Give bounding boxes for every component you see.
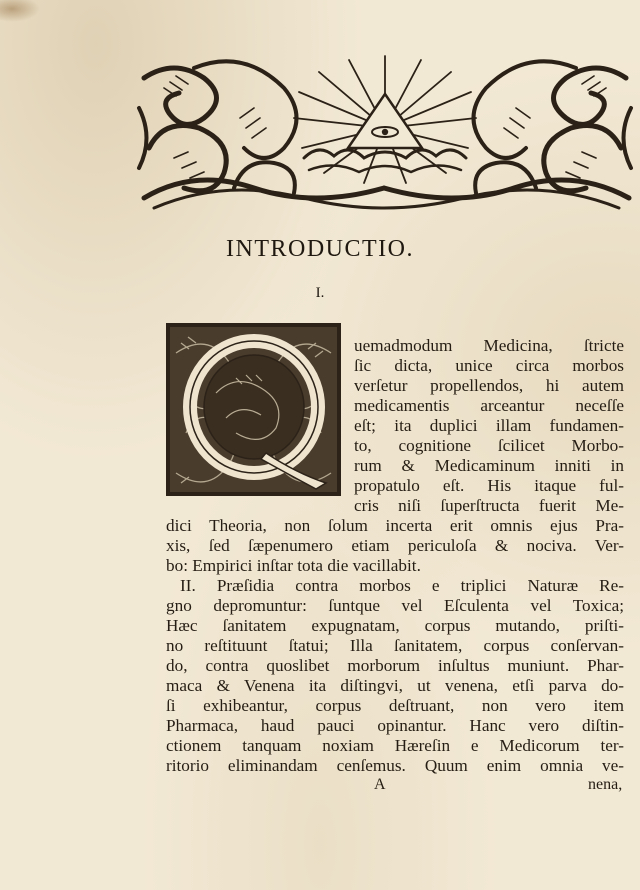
text-line: ctionem tanquam noxiam Hæreſin e Medicorum ter- — [166, 736, 624, 755]
text-line: Pharmaca, haud pauci opinantur. Hanc vero diſtin- — [166, 716, 624, 735]
text-line: verſetur propellendos, hi autem — [354, 376, 624, 395]
text-line: medicamentis arceantur neceſſe — [354, 396, 624, 415]
decorated-initial-q — [166, 323, 341, 496]
text-line: do, contra quoslibet morborum inſultus muniunt. Phar- — [166, 656, 624, 675]
text-line: uemadmodum Medicina, ſtricte — [354, 336, 624, 355]
text-line: Hæc ſanitatem expugnatam, corpus mutando, priſti- — [166, 616, 624, 635]
section-number: I. — [315, 285, 325, 301]
ornamental-headpiece — [134, 48, 636, 214]
text-line: ſi exhibeantur, corpus deſtruant, non vero item — [166, 696, 624, 715]
text-line: maca & Venena ita diſtingvi, ut venena, etſi parva do- — [166, 676, 624, 695]
text-line: to, cognitione ſcilicet Morbo- — [354, 436, 624, 455]
text-line: ſic dicta, unice circa morbos — [354, 356, 624, 375]
text-line: II. Præſidia contra morbos e triplici Naturæ Re- — [180, 576, 624, 595]
text-line: no reſtituunt ſtatui; Illa ſanitatem, corpus conſervan- — [166, 636, 624, 655]
signature-mark: A — [374, 776, 386, 793]
paper-stain — [0, 0, 40, 22]
text-line: ritorio eliminandam cenſemus. Quum enim omnia ve- — [166, 756, 624, 775]
text-line: eſt; ita duplici illam fundamen- — [354, 416, 624, 435]
text-line: cris niſi ſuperſtructa fuerit Me- — [354, 496, 624, 515]
text-line: bo: Empirici inſtar tota die vacillabit. — [166, 556, 421, 575]
text-line: gno depromuntur: ſuntque vel Eſculenta vel Toxica; — [166, 596, 624, 615]
text-line: rum & Medicaminum inniti in — [354, 456, 624, 475]
text-line: propatulo eſt. His itaque ful- — [354, 476, 624, 495]
page-title: INTRODUCTIO. — [226, 236, 414, 262]
text-line: dici Theoria, non ſolum incerta erit omnis ejus Pra- — [166, 516, 624, 535]
text-line: xis, ſed ſæpenumero etiam periculoſa & nociva. Ver- — [166, 536, 624, 555]
catchword: nena, — [588, 776, 623, 793]
